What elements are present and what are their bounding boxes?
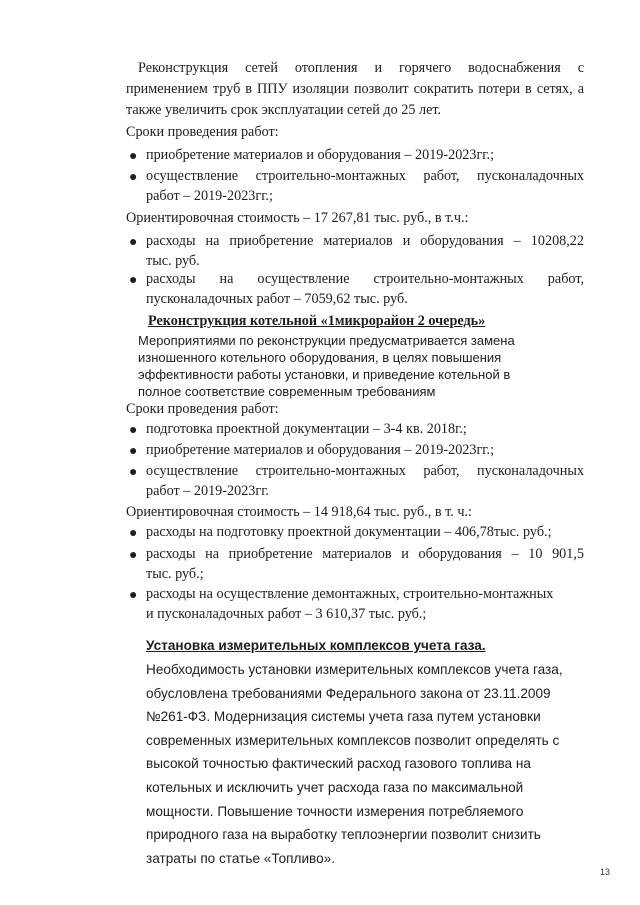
terms-heading-2: Сроки проведения работ:	[126, 401, 279, 417]
term-item: подготовка проектной документации – 3-4 кв. 2018г.;	[146, 421, 467, 437]
gas-text-line: котельных и исключить учет расхода газа по максимальной	[146, 779, 524, 795]
bullet-icon: ●	[129, 548, 138, 563]
bullet-icon: ●	[129, 170, 138, 185]
gas-text-line: обусловлена требованиями Федерального закона от 23.11.2009	[146, 685, 551, 701]
term-item-cont: работ – 2019-2023гг.;	[146, 188, 273, 204]
gas-text-line: затраты по статье «Топливо».	[146, 850, 336, 866]
gas-text-line: современных измерительных комплексов позволит определять с	[146, 732, 560, 748]
boiler-desc-line-4: полное соответствие современным требованиям	[138, 384, 436, 399]
term-item: осуществление строительно-монтажных работ, пусконаладочных	[146, 463, 584, 479]
gas-text-line: природного газа на выработку теплоэнергии позволит снизить	[146, 827, 541, 843]
bullet-icon: ●	[129, 273, 138, 288]
bullet-icon: ●	[129, 235, 138, 250]
gas-text-line: Необходимость установки измерительных комплексов учета газа,	[146, 662, 563, 677]
cost-item: расходы на приобретение материалов и оборудования – 10208,22	[146, 233, 584, 249]
cost-item-cont: и пусконаладочных работ – 3 610,37 тыс. руб.;	[146, 606, 427, 622]
bullet-icon: ●	[129, 465, 138, 480]
intro-line-3: также увеличить срок эксплуатации сетей до 25 лет.	[126, 102, 442, 118]
cost-item: расходы на осуществление строительно-монтажных работ,	[146, 271, 584, 287]
term-item: приобретение материалов и оборудования – 2019-2023гг.;	[146, 442, 495, 458]
cost-item-cont: пусконаладочных работ – 7059,62 тыс. руб.	[146, 291, 408, 307]
gas-text-line: высокой точностью фактический расход газового топлива на	[146, 756, 531, 772]
boiler-desc-line-1: Мероприятиями по реконструкции предусматривается замена	[138, 333, 515, 348]
term-item-cont: работ – 2019-2023гг.	[146, 483, 269, 499]
bullet-icon: ●	[129, 149, 138, 164]
section-title-boiler: Реконструкция котельной «1микрорайон 2 очередь»	[148, 313, 486, 329]
cost-item: расходы на приобретение материалов и оборудования – 10 901,5	[146, 546, 584, 562]
cost-item: расходы на осуществление демонтажных, строительно-монтажных	[146, 586, 554, 602]
intro-line-2: применением труб в ППУ изоляции позволит сократить потери в сетях, а	[126, 81, 584, 97]
gas-text-line: мощности. Повышение точности измерения потребляемого	[146, 803, 524, 819]
gas-text-line: №261-ФЗ. Модернизация системы учета газа путем установки	[146, 709, 541, 725]
boiler-desc-line-2: изношенного котельного оборудования, в целях повышения	[138, 350, 502, 365]
cost-item: расходы на подготовку проектной документации – 406,78тыс. руб.;	[146, 524, 552, 540]
cost-heading-1: Ориентировочная стоимость – 17 267,81 тыс. руб., в т.ч.:	[126, 210, 469, 226]
bullet-icon: ●	[129, 526, 138, 541]
term-item: приобретение материалов и оборудования – 2019-2023гг.;	[146, 147, 495, 163]
gas-metering-text	[146, 658, 563, 870]
cost-item-cont: тыс. руб.;	[146, 566, 204, 582]
term-item: осуществление строительно-монтажных работ, пусконаладочных	[146, 168, 584, 184]
cost-heading-2: Ориентировочная стоимость – 14 918,64 тыс. руб., в т. ч.:	[126, 504, 472, 520]
cost-item-cont: тыс. руб.	[146, 253, 200, 269]
bullet-icon: ●	[129, 444, 138, 459]
bullet-icon: ●	[129, 423, 138, 438]
section-title-gas-metering: Установка измерительных комплексов учета газа.	[146, 638, 486, 653]
page-number: 13	[599, 867, 610, 877]
bullet-icon: ●	[129, 588, 138, 603]
boiler-desc-line-3: эффективности работы установки, и приведение котельной в	[138, 367, 511, 382]
terms-heading-1: Сроки проведения работ:	[126, 124, 279, 140]
intro-line-1: Реконструкция сетей отопления и горячего водоснабжения с	[138, 60, 584, 76]
